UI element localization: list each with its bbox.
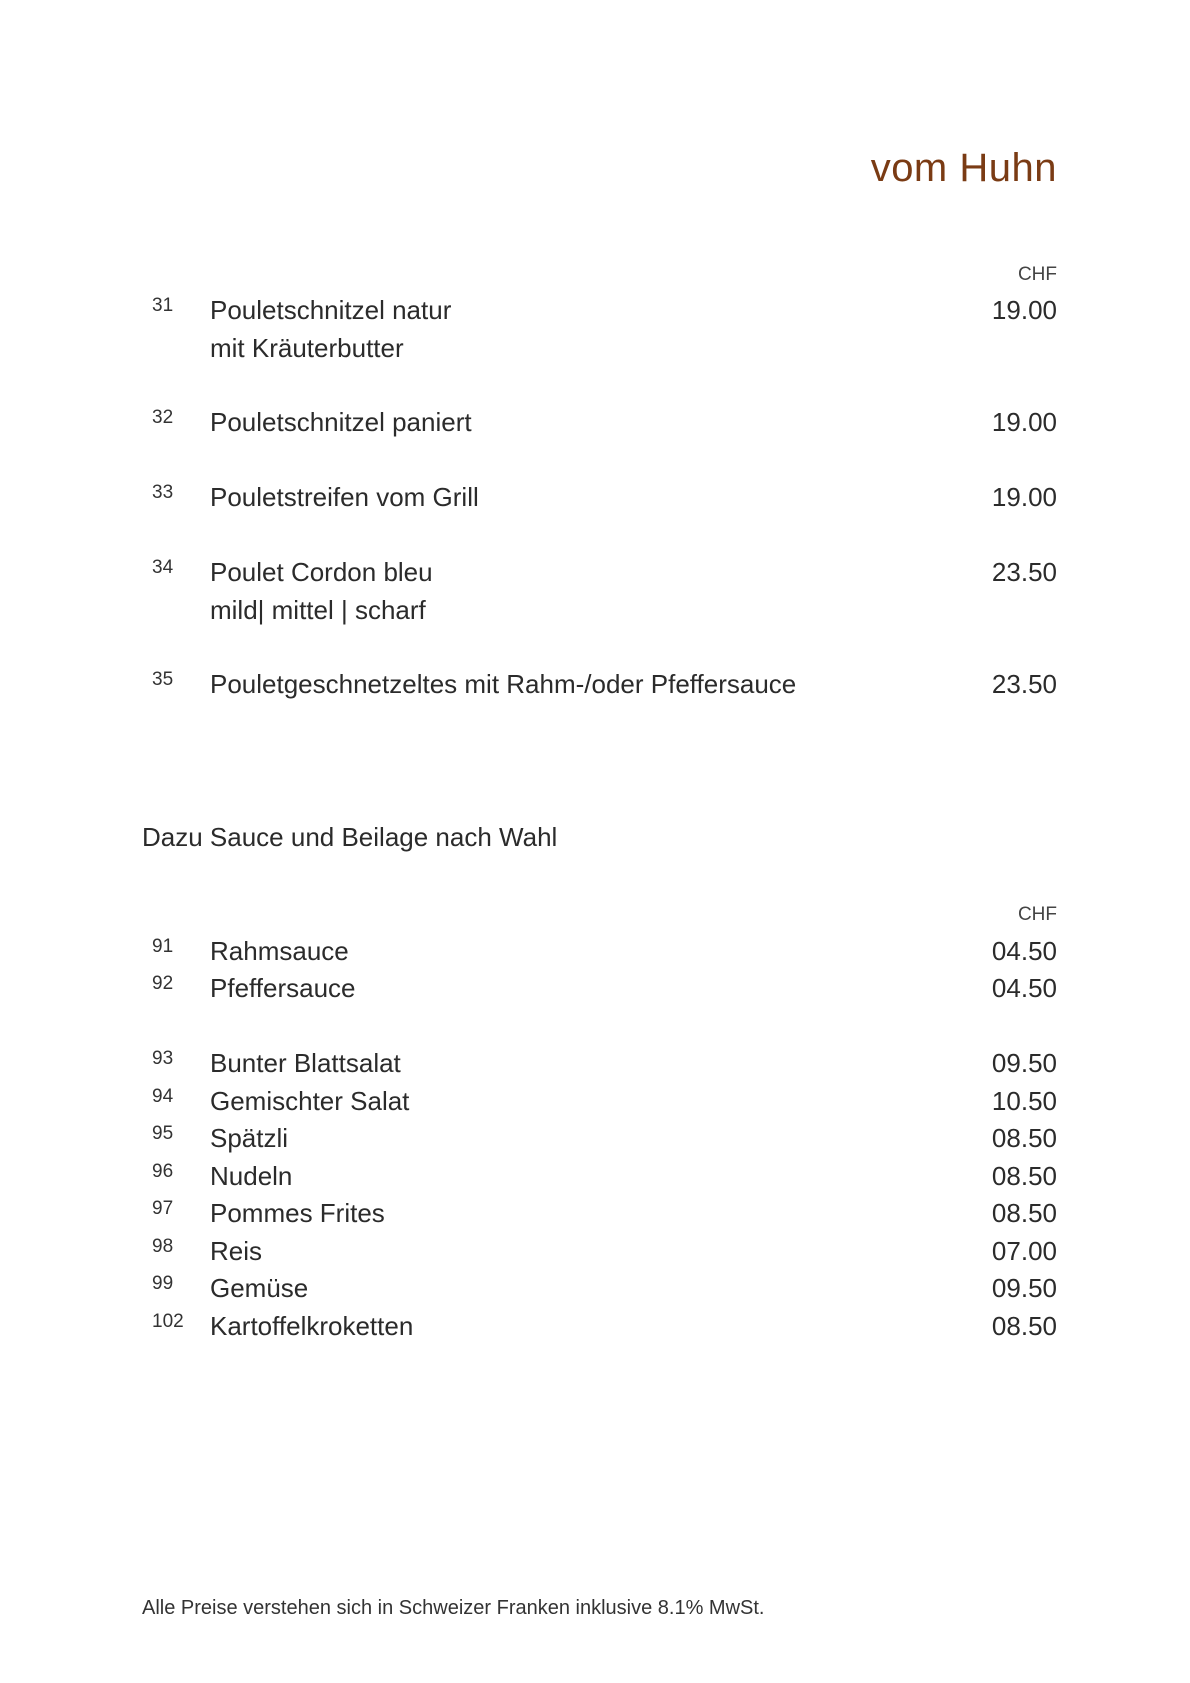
item-subtitle: mit Kräuterbutter <box>210 333 404 363</box>
item-name: Pouletschnitzel natur <box>210 295 452 325</box>
side-item <box>0 932 1190 972</box>
item-number: 33 <box>152 482 174 503</box>
item-price: 07.00 <box>991 1236 1057 1266</box>
price-footnote: Alle Preise verstehen sich in Schweizer Franken inklusive 8.1% MwSt. <box>142 1597 765 1619</box>
item-number: 32 <box>152 407 174 428</box>
menu-item-subtitle-row <box>0 329 1190 369</box>
side-item <box>0 1119 1190 1159</box>
item-price: 04.50 <box>991 936 1057 966</box>
item-number: 95 <box>152 1123 174 1144</box>
item-number: 98 <box>152 1236 174 1257</box>
item-price: 04.50 <box>991 973 1057 1003</box>
item-name: Reis <box>210 1236 263 1266</box>
currency-header-main: CHF <box>1017 264 1057 285</box>
item-number: 93 <box>152 1048 174 1069</box>
currency-header-sides: CHF <box>1017 904 1057 925</box>
item-subtitle: mild| mittel | scharf <box>210 595 426 625</box>
item-number: 97 <box>152 1198 174 1219</box>
item-name: Pouletgeschnetzeltes mit Rahm-/oder Pfeffersauce <box>210 669 797 699</box>
item-price: 08.50 <box>991 1311 1057 1341</box>
menu-item <box>0 403 1190 443</box>
side-item <box>0 1157 1190 1197</box>
menu-item <box>0 478 1190 518</box>
item-number: 91 <box>152 936 174 957</box>
side-item <box>0 1194 1190 1234</box>
item-number: 31 <box>152 295 174 316</box>
item-number: 92 <box>152 973 174 994</box>
menu-item-subtitle-row <box>0 591 1190 631</box>
item-name: Poulet Cordon bleu <box>210 557 433 587</box>
menu-item <box>0 665 1190 705</box>
item-number: 96 <box>152 1161 174 1182</box>
side-item <box>0 1044 1190 1084</box>
item-name: Gemischter Salat <box>210 1086 410 1116</box>
item-name: Pouletstreifen vom Grill <box>210 482 479 512</box>
item-price: 19.00 <box>991 295 1057 325</box>
item-price: 19.00 <box>991 482 1057 512</box>
menu-item <box>0 291 1190 331</box>
item-price: 08.50 <box>991 1198 1057 1228</box>
item-price: 08.50 <box>991 1161 1057 1191</box>
item-name: Rahmsauce <box>210 936 349 966</box>
item-number: 99 <box>152 1273 174 1294</box>
side-item <box>0 1232 1190 1272</box>
side-item <box>0 1307 1190 1347</box>
item-name: Pommes Frites <box>210 1198 385 1228</box>
item-number: 102 <box>152 1311 184 1332</box>
item-price: 09.50 <box>991 1048 1057 1078</box>
item-price: 19.00 <box>991 407 1057 437</box>
item-price: 08.50 <box>991 1123 1057 1153</box>
item-name: Gemüse <box>210 1273 309 1303</box>
item-price: 23.50 <box>991 669 1057 699</box>
item-number: 94 <box>152 1086 174 1107</box>
item-name: Pouletschnitzel paniert <box>210 407 472 437</box>
item-price: 10.50 <box>991 1086 1057 1116</box>
item-number: 34 <box>152 557 174 578</box>
side-item <box>0 1082 1190 1122</box>
item-name: Kartoffelkroketten <box>210 1311 414 1341</box>
item-name: Pfeffersauce <box>210 973 356 1003</box>
item-price: 23.50 <box>991 557 1057 587</box>
item-name: Nudeln <box>210 1161 293 1191</box>
side-item <box>0 1269 1190 1309</box>
item-price: 09.50 <box>991 1273 1057 1303</box>
item-name: Bunter Blattsalat <box>210 1048 401 1078</box>
side-item <box>0 969 1190 1009</box>
sides-intro: Dazu Sauce und Beilage nach Wahl <box>142 822 558 852</box>
item-number: 35 <box>152 669 174 690</box>
page-title: vom Huhn <box>870 146 1057 190</box>
item-name: Spätzli <box>210 1123 289 1153</box>
menu-item <box>0 553 1190 593</box>
